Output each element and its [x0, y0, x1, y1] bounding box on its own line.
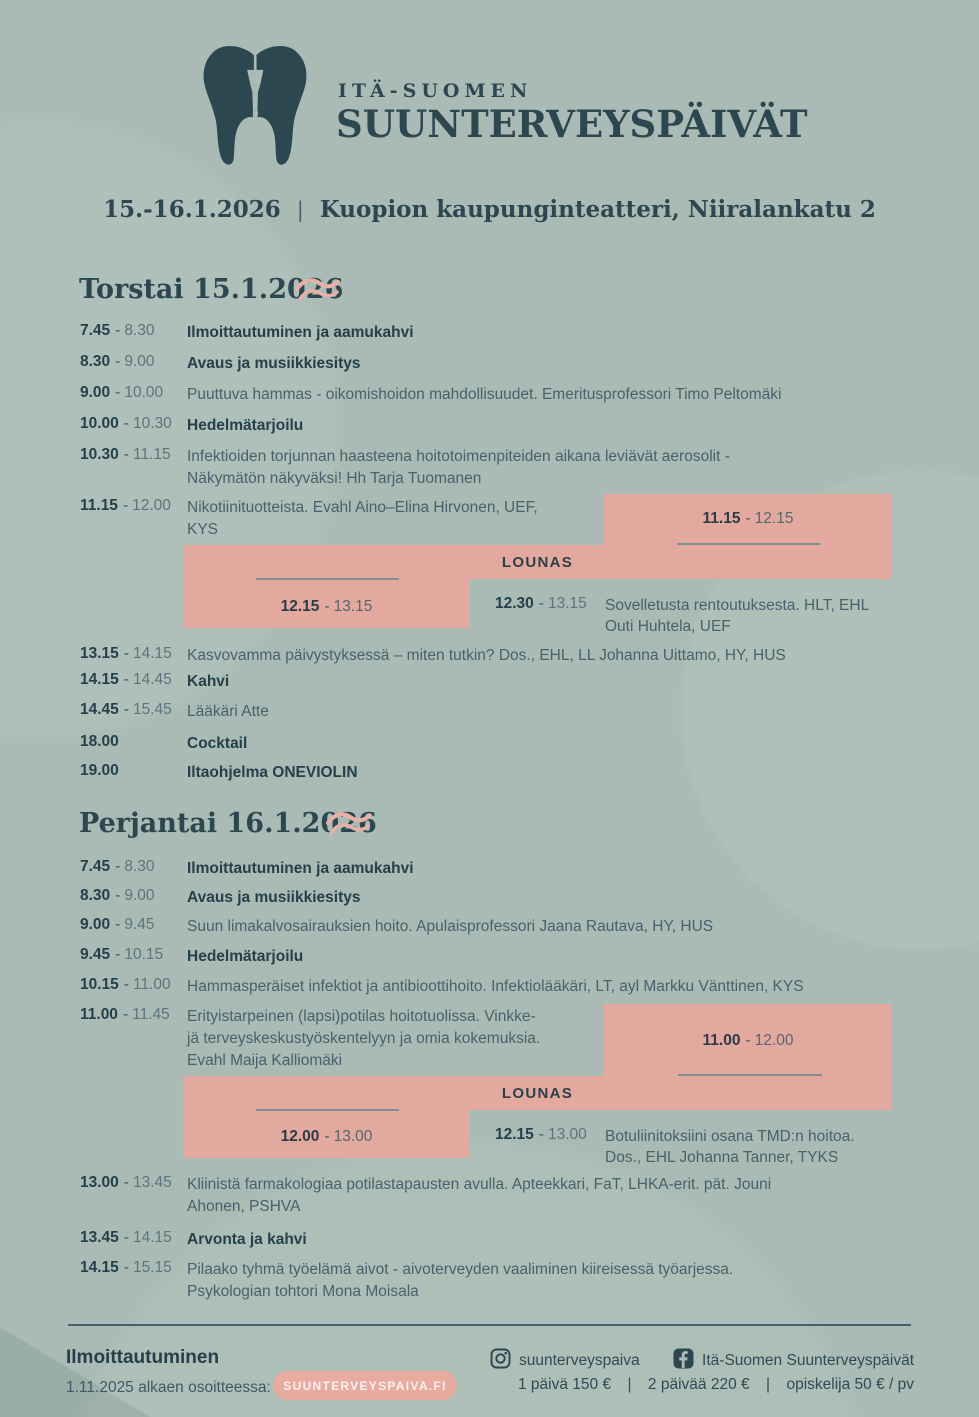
lunch-divider-line: [256, 1109, 399, 1111]
corner-decoration: [0, 1327, 150, 1417]
event-description: Pilaako tyhmä työelämä aivot - aivoterveyden vaaliminen kiireisessä työarjessa. Psykologian tohtori Mona Moisala: [187, 1261, 734, 1300]
schedule-row: [0, 916, 979, 938]
lunch-divider-line: [677, 543, 820, 545]
event-description: Lääkäri Atte: [187, 703, 269, 720]
schedule-row: [0, 415, 979, 437]
lunch-track-left: [183, 579, 470, 628]
event-description: Iltaohjelma ONEVIOLIN: [187, 764, 358, 781]
time-range: 19.00: [80, 762, 119, 779]
schedule-row: [0, 671, 979, 693]
schedule-row: [0, 1174, 979, 1215]
event-description: Infektioiden torjunnan haasteena hoitotoimenpiteiden aikana leviävät aerosolit - Näkymätön näkyväksi! Hh Tarja Tuomanen: [187, 448, 730, 487]
facebook-icon: [673, 1348, 694, 1374]
event-description: Botuliinitoksiini osana TMD:n hoitoa. Dos., EHL Johanna Tanner, TYKS: [605, 1128, 855, 1166]
instagram-icon: [490, 1348, 511, 1374]
event-description: Puuttuva hammas - oikomishoidon mahdollisuudet. Emeritusprofessori Timo Peltomäki: [187, 386, 782, 403]
instagram-link[interactable]: [490, 1348, 640, 1374]
schedule-row: [0, 733, 979, 755]
event-description: Arvonta ja kahvi: [187, 1231, 307, 1248]
schedule-row: [0, 384, 979, 406]
schedule-row: [0, 446, 979, 487]
time-range: 14.15 - 14.45: [80, 671, 172, 688]
event-description: Cocktail: [187, 735, 248, 752]
price-row: [518, 1376, 914, 1394]
time-range: 9.00 - 10.00: [80, 384, 164, 401]
event-description: Kasvovamma päivystyksessä – miten tutkin? Dos., EHL, LL Johanna Uittamo, HY, HUS: [187, 647, 786, 664]
time-range: 7.45 - 8.30: [80, 858, 155, 875]
lunch-label: LOUNAS: [501, 1085, 574, 1102]
event-title: SUUNTERVEYSPÄIVÄT: [336, 102, 808, 146]
event-description: Kliinistä farmakologiaa potilastapausten avulla. Apteekkari, FaT, LHKA-erit. pät. Jouni Ahonen, PSHVA: [187, 1176, 772, 1215]
lunch-divider-line: [256, 578, 399, 580]
event-description: Erityistarpeinen (lapsi)potilas hoitotuolissa. Vinkke- jä terveyskeskustyöskentelyyn ja omia kokemuksia. Evahl Maija Kalliomäki: [187, 1008, 541, 1069]
time-range: 10.00 - 10.30: [80, 415, 172, 432]
event-description: Ilmoittautuminen ja aamukahvi: [187, 324, 414, 341]
schedule-row: [0, 976, 979, 998]
lunch-band: [183, 1076, 892, 1110]
date-venue-line: [0, 196, 979, 223]
time-range: 13.00 - 13.45: [80, 1174, 172, 1191]
time-range: 7.45 - 8.30: [80, 322, 155, 339]
separator: |: [627, 1376, 632, 1393]
schedule-row: [0, 1229, 979, 1251]
time-range: 8.30 - 9.00: [80, 887, 155, 904]
event-description: Hammasperäiset infektiot ja antibioottihoito. Infektiolääkäri, LT, ayl Markku Vänttinen, KYS: [187, 978, 804, 995]
registration-heading: Ilmoittautuminen: [66, 1347, 220, 1368]
schedule-row: [0, 645, 979, 667]
lunch-track-right: [604, 494, 892, 545]
wave-icon: [294, 276, 340, 309]
registration-link-button[interactable]: SUUNTERVEYSPAIVA.FI: [273, 1371, 457, 1400]
schedule-row: [0, 322, 979, 344]
lunch-time-range: 11.00 - 12.00: [702, 1032, 794, 1049]
time-range: 10.15 - 11.00: [80, 976, 171, 993]
schedule-row: [0, 762, 979, 784]
price-one-day: 1 päivä 150 €: [518, 1376, 612, 1393]
schedule-row: [0, 1259, 979, 1300]
event-description: Hedelmätarjoilu: [187, 948, 304, 965]
event-description: Suun limakalvosairauksien hoito. Apulaisprofessori Jaana Rautava, HY, HUS: [187, 918, 714, 935]
time-range: 12.15 - 13.00: [495, 1126, 587, 1143]
lunch-track-right: [604, 1004, 892, 1076]
event-description: Avaus ja musiikkiesitys: [187, 889, 361, 906]
schedule-row: [0, 858, 979, 880]
footer-divider: [68, 1324, 911, 1326]
event-dates: 15.-16.1.2026: [103, 196, 281, 223]
schedule-row: [0, 353, 979, 375]
price-student: opiskelija 50 € / pv: [786, 1376, 914, 1393]
registration-note: 1.11.2025 alkaen osoitteessa:: [66, 1379, 271, 1396]
event-description: Ilmoittautuminen ja aamukahvi: [187, 860, 414, 877]
time-range: 12.30 - 13.15: [495, 595, 587, 612]
time-range: 18.00: [80, 733, 119, 750]
event-kicker: ITÄ-SUOMEN: [338, 80, 533, 102]
lunch-band: [183, 545, 892, 579]
schedule-row: [0, 946, 979, 968]
facebook-link[interactable]: [673, 1348, 914, 1374]
lunch-divider-line: [678, 1074, 822, 1076]
event-venue: Kuopion kaupunginteatteri, Niiralankatu 2: [319, 196, 876, 223]
event-description: Avaus ja musiikkiesitys: [187, 355, 361, 372]
time-range: 10.30 - 11.15: [80, 446, 171, 463]
event-description: Hedelmätarjoilu: [187, 417, 304, 434]
time-range: 9.00 - 9.45: [80, 916, 155, 933]
time-range: 14.15 - 15.15: [80, 1259, 172, 1276]
time-range: 8.30 - 9.00: [80, 353, 155, 370]
lunch-label: LOUNAS: [501, 554, 574, 571]
time-range: 13.45 - 14.15: [80, 1229, 172, 1246]
time-range: 13.15 - 14.15: [80, 645, 172, 662]
lunch-time-range: 11.15 - 12.15: [702, 510, 794, 527]
price-two-days: 2 päivää 220 €: [647, 1376, 750, 1393]
social-row: [490, 1348, 914, 1374]
time-range: 11.15 - 12.00: [80, 497, 171, 514]
schedule-row: [0, 701, 979, 723]
lunch-time-range: 12.00 - 13.00: [280, 1128, 373, 1145]
time-range: 11.00 - 11.45: [80, 1006, 170, 1023]
instagram-handle: suunterveyspaiva: [519, 1352, 640, 1369]
separator: |: [766, 1376, 771, 1393]
event-description: Kahvi: [187, 673, 230, 690]
event-description: Sovelletusta rentoutuksesta. HLT, EHL Outi Huhtela, UEF: [605, 597, 870, 635]
time-range: 9.45 - 10.15: [80, 946, 164, 963]
event-description: Nikotiinituotteista. Evahl Aino–Elina Hirvonen, UEF, KYS: [187, 499, 538, 538]
schedule-row: [0, 887, 979, 909]
wave-icon: [325, 810, 371, 843]
friday-heading: Perjantai 16.1.2026: [79, 808, 377, 839]
separator: |: [296, 198, 304, 222]
lunch-track-left: [183, 1110, 470, 1158]
tooth-tower-logo-icon: [199, 44, 311, 177]
facebook-page-name: Itä-Suomen Suunterveyspäivät: [702, 1352, 914, 1369]
lunch-time-range: 12.15 - 13.15: [280, 598, 373, 615]
thursday-heading: Torstai 15.1.2026: [79, 274, 344, 305]
time-range: 14.45 - 15.45: [80, 701, 172, 718]
